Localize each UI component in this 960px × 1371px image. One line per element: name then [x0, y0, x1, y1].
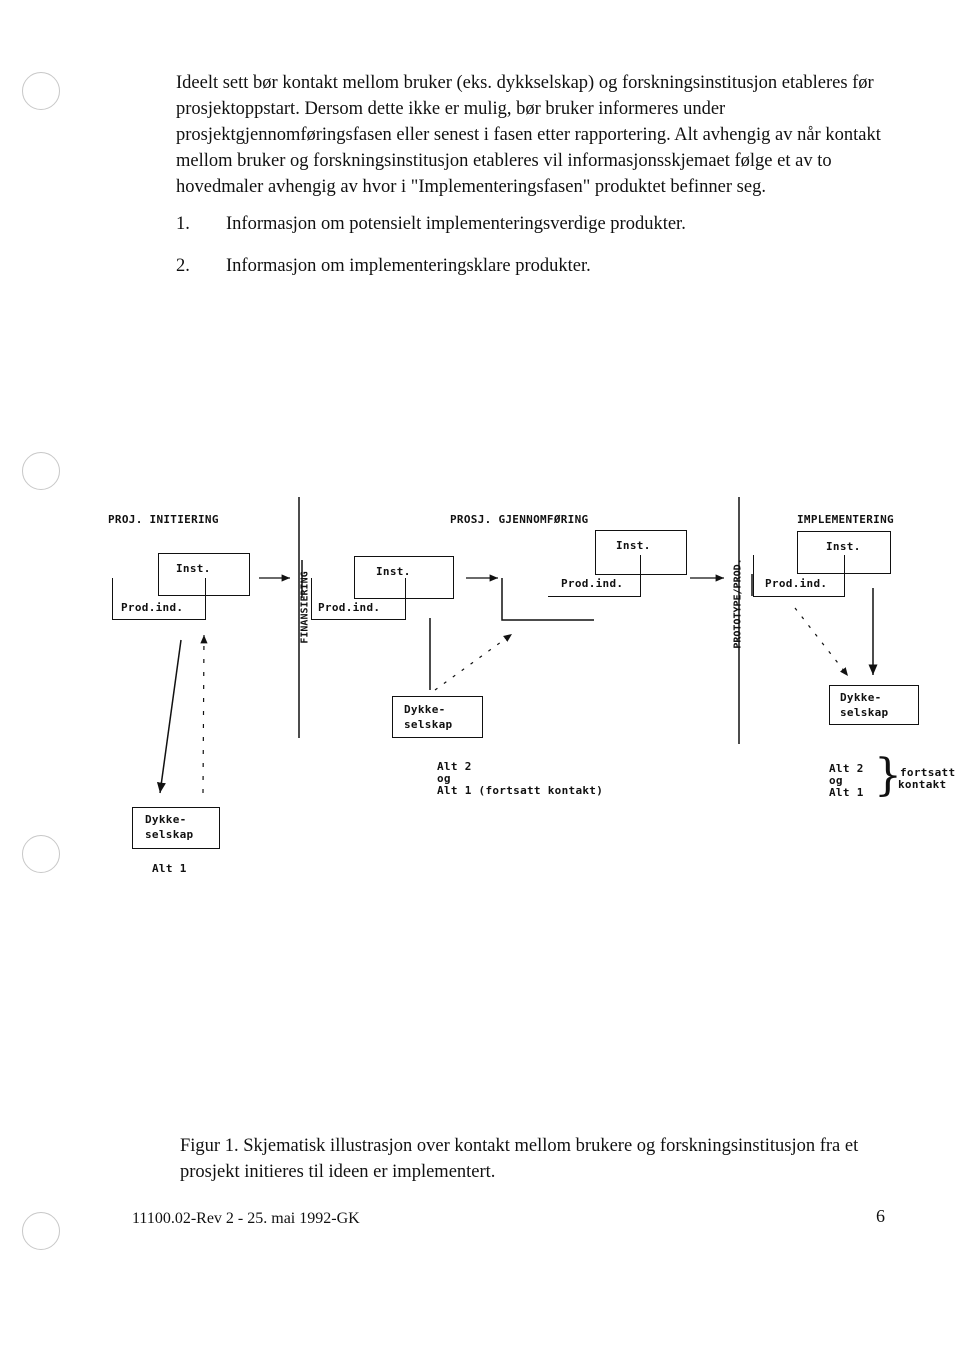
figure-caption: Figur 1. Skjematisk illustrasjon over kontakt mellom brukere og forskningsinstitusjon fra et prosjekt initieres til ideen er implementert. — [180, 1136, 859, 1182]
label-prod-ind-phase-3: Prod.ind. — [765, 577, 828, 590]
alt-line-3-phase-3: Alt 1 — [829, 786, 864, 799]
alt-line-1-phase-3: Alt 2 — [829, 762, 864, 775]
separator-label-prototype: PROTOTYPE/PROD. — [732, 558, 744, 649]
label-prod-ind-phase-2-left: Prod.ind. — [318, 601, 381, 614]
dashed-arrow-up-1 — [203, 635, 204, 793]
solid-arrow-to-user-1 — [160, 640, 181, 793]
curly-brace-icon: } — [874, 750, 902, 801]
label-inst-phase-2-left: Inst. — [376, 565, 411, 578]
list-item-number: 1. — [176, 214, 190, 234]
alt-label-phase-1: Alt 1 — [152, 862, 187, 875]
note-line-1: fortsatt — [900, 766, 956, 779]
note-line-2: kontakt — [898, 778, 947, 791]
page-number: 6 — [876, 1206, 885, 1226]
box-prod-ind-phase-3 — [753, 555, 845, 597]
alt-line-2-phase-3: og — [829, 774, 843, 787]
alt-line-2-phase-2: og — [437, 772, 451, 785]
list-item-text: Informasjon om potensielt implementeringsverdige produkter. — [226, 214, 686, 234]
box-prod-ind-phase-2-right — [548, 555, 641, 597]
label-dykkeselskap-phase-2: Dykke- selskap — [404, 703, 453, 731]
list-item-number: 2. — [176, 256, 190, 276]
label-prod-ind-phase-2-right: Prod.ind. — [561, 577, 624, 590]
phase-title-initiering: PROJ. INITIERING — [108, 513, 219, 526]
dashed-arrow-phase-3 — [795, 608, 848, 676]
intro-paragraph: Ideelt sett bør kontakt mellom bruker (eks. dykkselskap) og forskningsinstitusjon etableres før prosjektoppstart. Dersom dette ikke er mulig, bør bruker informeres under prosjektgjennomføringsfasen eller senest i fasen etter rapportering. Alt avhengig av når kontakt mellom bruker og forskningsinstitusjon etableres vil informasjonsskjemaet følge et av to hovedmaler avhengig av hvor i "Implementeringsfasen" produktet befinner seg. — [176, 73, 881, 197]
label-inst-phase-3: Inst. — [826, 540, 861, 553]
document-reference: 11100.02-Rev 2 - 25. mai 1992-GK — [132, 1210, 360, 1227]
label-dykkeselskap-phase-3: Dykke- selskap — [840, 691, 889, 719]
label-inst-phase-1: Inst. — [176, 562, 211, 575]
label-inst-phase-2-right: Inst. — [616, 539, 651, 552]
alt-line-3-phase-2: Alt 1 (fortsatt kontakt) — [437, 784, 604, 797]
separator-label-finansiering: FINANSIERING — [299, 571, 311, 644]
phase-title-implementering: IMPLEMENTERING — [797, 513, 894, 526]
list-item-text: Informasjon om implementeringsklare produkter. — [226, 256, 591, 276]
dashed-arrow-phase-2 — [435, 634, 512, 690]
alt-line-1-phase-2: Alt 2 — [437, 760, 472, 773]
label-prod-ind-phase-1: Prod.ind. — [121, 601, 184, 614]
label-dykkeselskap-phase-1: Dykke- selskap — [145, 813, 194, 841]
phase-title-gjennomforing: PROSJ. GJENNOMFØRING — [450, 513, 589, 526]
